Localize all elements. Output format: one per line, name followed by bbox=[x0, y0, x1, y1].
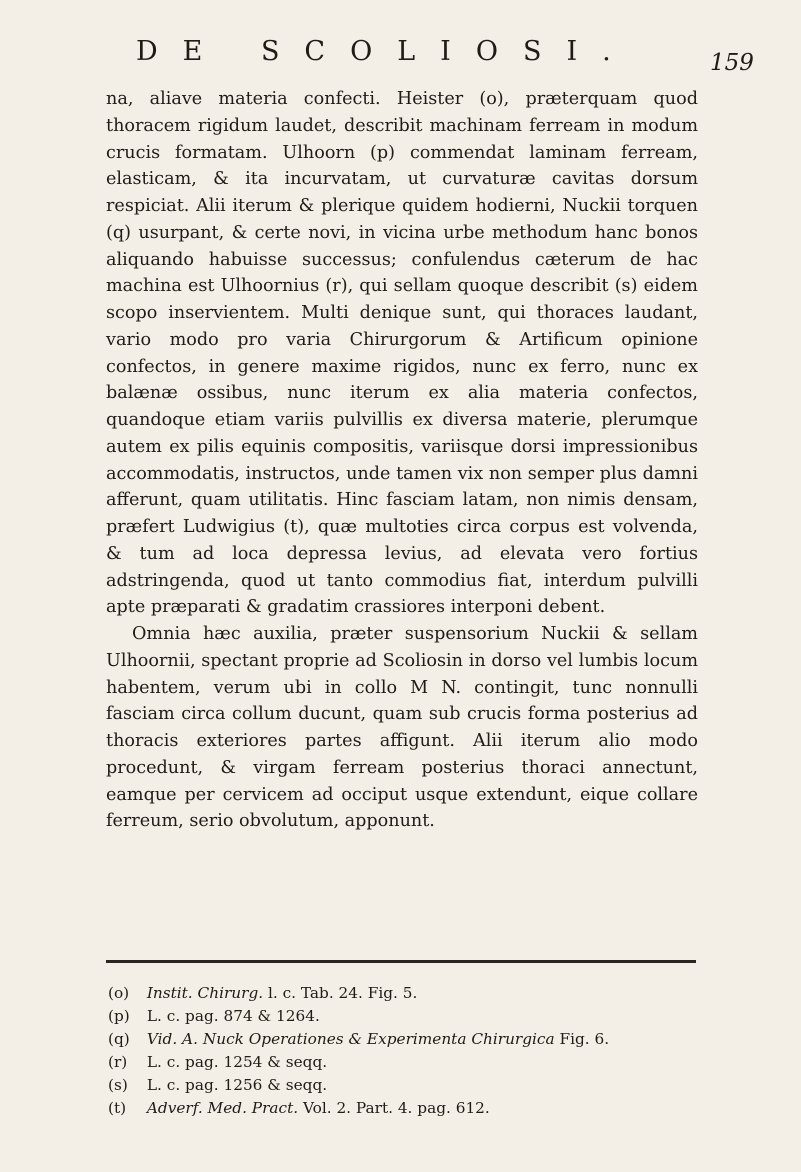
paragraph-omnia: Omnia hæc auxilia, præter suspensorium Nuckii & sellam Ulhoornii, spectant proprie ad Scoliosin in dorso vel lumbis locum habentem, verum ubi in collo M N. contingit, tunc nonnulli fasciam circa collum ducunt, quam sub crucis forma posterius ad thoracis exteriores partes affigunt. Alii iterum alio modo procedunt, & virgam ferream posterius thoraci annectunt, eamque per cervicem ad occiput usque extendunt, eique collare ferreum, serio obvolutum, apponunt. bbox=[106, 624, 698, 832]
footnote-mark: (t) bbox=[108, 1099, 127, 1117]
footnote-o bbox=[108, 982, 698, 1005]
main-text bbox=[106, 86, 698, 835]
footnote-ref: L. c. pag. 874 & 1264. bbox=[146, 1007, 320, 1025]
footnote-ref: l. c. Tab. 24. Fig. 5. bbox=[268, 984, 418, 1002]
footnote-p bbox=[108, 1005, 698, 1028]
footnote-source: Instit. Chirurg. bbox=[146, 984, 264, 1002]
footnote-ref: L. c. pag. 1256 & seqq. bbox=[146, 1076, 328, 1094]
footnote-mark: (q) bbox=[108, 1030, 130, 1048]
footnote-mark: (r) bbox=[108, 1053, 128, 1071]
footnote-mark: (o) bbox=[108, 984, 130, 1002]
footnote-divider bbox=[106, 960, 696, 963]
footnote-mark: (s) bbox=[108, 1076, 128, 1094]
footnote-r bbox=[108, 1051, 698, 1074]
footnotes bbox=[108, 982, 698, 1120]
footnote-ref: L. c. pag. 1254 & seqq. bbox=[146, 1053, 328, 1071]
footnote-s bbox=[108, 1074, 698, 1097]
running-title: DE SCOLIOSI. bbox=[136, 36, 636, 67]
footnote-ref: Vol. 2. Part. 4. pag. 612. bbox=[302, 1099, 490, 1117]
footnote-source: Adverf. Med. Pract. bbox=[146, 1099, 299, 1117]
footnote-t bbox=[108, 1097, 698, 1120]
footnote-ref: Fig. 6. bbox=[559, 1030, 610, 1048]
footnote-q bbox=[108, 1028, 698, 1051]
paragraph-continued: na, aliave materia confecti. Heister (o), præterquam quod thoracem rigidum laudet, describit machinam ferream in modum crucis formatam. Ulhoorn (p) commendat laminam ferream, elasticam, & ita incurvatam, ut curvaturæ cavitas dorsum respiciat. Alii iterum & plerique quidem hodierni, Nuckii torquen (q) usurpant, & certe novi, in vicina urbe methodum hanc bonos aliquando habuisse successus; confulendus cæterum de hac machina est Ulhoornius (r), qui sellam quoque describit (s) eidem scopo inservientem. Multi denique sunt, qui thoraces laudant, vario modo pro varia Chirurgorum & Artificum opinione confectos, in genere maxime rigidos, nunc ex ferro, nunc ex balænæ ossibus, nunc iterum ex alia materia confectos, quandoque etiam variis pulvillis ex diversa materie, plerumque autem ex pilis equinis compositis, variisque dorsi impressionibus accommodatis, instructos, unde tamen vix non semper plus damni afferunt, quam utilitatis. Hinc fasciam latam, non nimis densam, præfert Ludwigius (t), quæ multoties circa corpus est volvenda, & tum ad loca depressa levius, ad elevata vero fortius adstringenda, quod ut tanto commodius fiat, interdum pulvilli apte præparati & gradatim crassiores interponi debent. bbox=[106, 89, 698, 618]
footnote-mark: (p) bbox=[108, 1007, 130, 1025]
footnote-source: Vid. A. Nuck Operationes & Experimenta Chirurgica bbox=[146, 1030, 555, 1048]
page-number: 159 bbox=[710, 50, 754, 76]
